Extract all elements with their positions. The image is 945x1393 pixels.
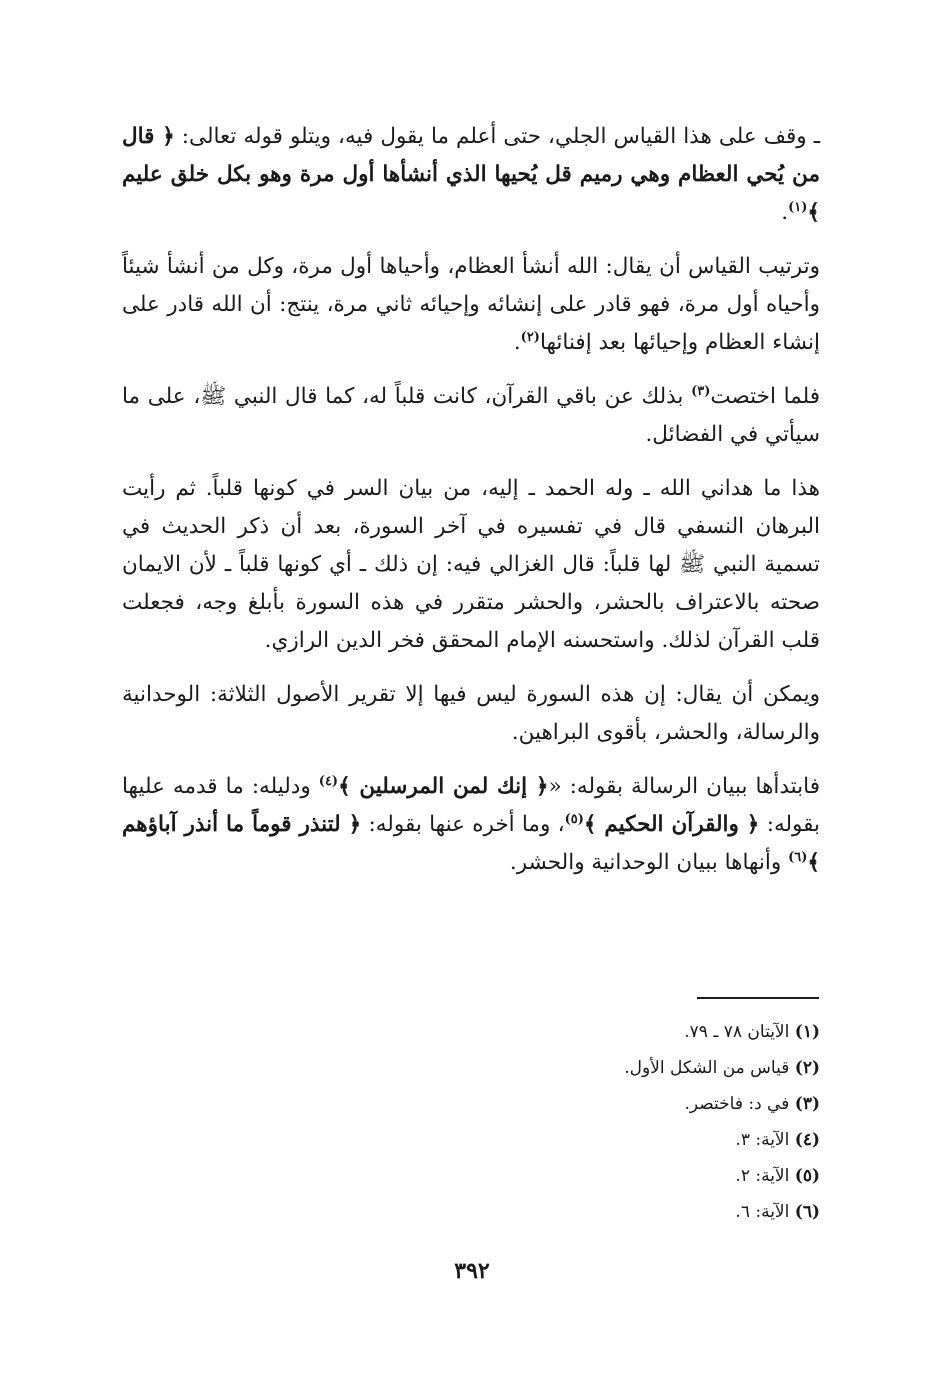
quran-quote: ﴿ قال من يُحي العظام وهي رميم قل يُحيها الذي أنشأها أول مرة وهو بكل خلق عليم ﴾ [122,124,820,225]
footnote-ref: (٤) [318,773,339,789]
page-number: ٣٩٢ [454,1258,490,1284]
footnote-text: الآيتان ٧٨ ـ ٧٩. [684,1022,795,1042]
paragraph-text: وأنهاها ببيان الوحدانية والحشر. [509,850,789,875]
footnote-number: (١) [794,1022,820,1042]
paragraph-1 [122,118,820,232]
footnote-2 [520,1050,820,1086]
footnote-text: الآية: ٦. [735,1202,795,1222]
paragraph-text: ـ وقف على هذا القياس الجلي، حتى أعلم ما يقول فيه، ويتلو قوله تعالى: [174,124,820,149]
paragraph-text: . [781,200,789,225]
footnote-6 [520,1194,820,1230]
footnotes [520,1014,820,1230]
footnote-4 [520,1122,820,1158]
footnote-number: (٥) [794,1166,820,1186]
footnote-3 [520,1086,820,1122]
paragraph-text: هذا ما هداني الله ـ وله الحمد ـ إليه، من بيان السر في كونها قلباً. ثم رأيت البرهان النسفي قال في تفسيره في آخر السورة، بعد أن ذكر الحديث في تسمية النبي ﷺ لها قلباً: قال الغزالي فيه: إن ذلك ـ أي كونها قلباً ـ لأن الايمان صحته بالاعتراف بالحشر، والحشر متقرر في هذه السورة بأبلغ وجه، فجعلت قلب القرآن لذلك. واستحسنه الإمام المحقق فخر الدين الرازي. [122,476,820,653]
paragraph-5 [122,676,820,752]
paragraph-6 [122,768,820,882]
footnote-text: الآية: ٣. [735,1130,795,1150]
footnote-text: الآية: ٢. [735,1166,795,1186]
footnote-ref: (٣) [691,383,711,399]
quran-quote: ﴿ والقرآن الحكيم ﴾ [583,812,760,837]
paragraph-text: . [513,330,521,355]
quran-quote: ﴿ إنك لمن المرسلين ﴾ [338,774,549,799]
paragraph-text: ، وما أخره عنها بقوله: [361,812,565,837]
main-text [122,118,820,898]
footnote-divider [697,997,819,999]
paragraph-text: فابتدأها ببيان الرسالة بقوله: « [548,774,820,799]
paragraph-text: وترتيب القياس أن يقال: الله أنشأ العظام، وأحياها أول مرة، وكل من أنشأ شيئاً وأحياه أول مرة، فهو قادر على إنشائه وإحيائه ثاني مرة، ينتج: أن الله قادر على إنشاء العظام وإحيائها بعد إفنائها [122,254,820,355]
footnote-number: (٣) [794,1094,820,1114]
paragraph-text: ويمكن أن يقال: إن هذه السورة ليس فيها إلا تقرير الأصول الثلاثة: الوحدانية والرسالة، والحشر، بأقوى البراهين. [122,682,820,745]
footnote-1 [520,1014,820,1050]
paragraph-text: فلما اختصت [710,384,820,409]
footnote-ref: (١) [788,199,808,215]
footnote-ref: (٥) [564,811,584,827]
quran-quote: ﴿ لتنذر قوماً ما أنذر آباؤهم ﴾ [122,812,820,875]
paragraph-text: بذلك عن باقي القرآن، كانت قلباً له، كما قال النبي ﷺ، على ما سيأتي في الفضائل. [122,384,820,447]
paragraph-3 [122,378,820,454]
paragraph-2 [122,248,820,362]
paragraph-4 [122,470,820,660]
paragraph-text: ودليله: ما قدمه عليها بقوله: [122,774,820,837]
footnote-5 [520,1158,820,1194]
footnote-number: (٦) [794,1202,820,1222]
footnote-text: في د: فاختصر. [684,1094,795,1114]
footnote-number: (٢) [794,1058,820,1078]
footnote-number: (٤) [794,1130,820,1150]
footnote-ref: (٢) [520,329,540,345]
footnote-ref: (٦) [788,849,808,865]
footnote-text: قياس من الشكل الأول. [624,1058,795,1078]
